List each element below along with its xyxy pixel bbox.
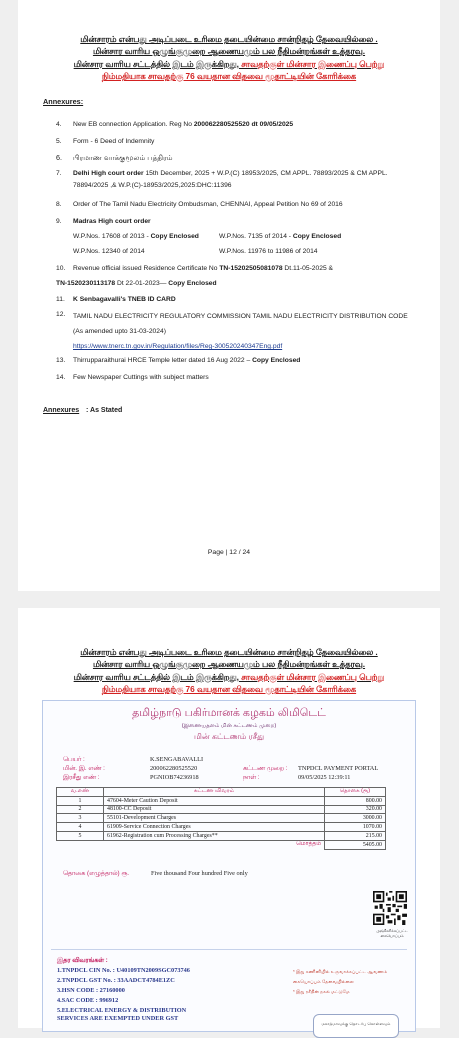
document-page-13 xyxy=(18,608,440,1028)
name-value: K.SENGABAVALLI xyxy=(150,756,204,763)
fee-row xyxy=(57,814,386,823)
table-header-row xyxy=(57,788,386,797)
total-value: 5405.00 xyxy=(325,840,386,849)
fee-amount: 3000.00 xyxy=(325,814,386,823)
note-1: * இது கணினியில் உருவாக்கப்பட்ட ஆவணம் xyxy=(293,969,388,974)
signature-label: அங்கீகரிக்கப்பட்ட கையொப்பம் xyxy=(376,929,408,938)
fee-desc: 61962-Registration cum Processing Charges** xyxy=(104,831,325,840)
receipt-subtitle: (இணையதளம் மின் கட்டணம் முறை) xyxy=(181,723,277,729)
page-header xyxy=(18,33,440,82)
annexures-footer-value: : As Stated xyxy=(86,407,123,414)
name-label: பெயர் : xyxy=(63,756,85,763)
fee-amount: 800.00 xyxy=(325,796,386,805)
annexure-item-continued: TN-1520230113178 Dt 22-01-2023— Copy Enclosed xyxy=(56,280,217,287)
contact-box-text: மகாத்மாவுக்கு தொடர்பு கொள்ளவும் xyxy=(321,1021,391,1026)
fee-sno: 2 xyxy=(57,805,104,814)
fee-row xyxy=(57,823,386,832)
fee-desc: 61909-Service Connection Charges xyxy=(104,823,325,832)
receipt-no-value: PGNIOB74236918 xyxy=(150,774,199,781)
fees-table xyxy=(56,787,386,850)
header-line-3: மின்சார வாரிய சட்டத்தில் இடம் இருக்கிறது, சாவதற்குள் மின்சார இணைப்பு பெற்று xyxy=(73,58,385,69)
header-line-1: மின்சாரம் என்பது அடிப்படை உரிமை தடையின்மை சான்றிதழ் தேவையில்லை . xyxy=(80,647,378,657)
fee-sno: 4 xyxy=(57,823,104,832)
exempt-line-1: 5.ELECTRICAL ENERGY & DISTRIBUTION xyxy=(57,1007,187,1014)
tnerc-regulation-link[interactable]: https://www.tnerc.tn.gov.in/Regulation/files/Reg-300520240347Eng.pdf xyxy=(73,343,283,350)
fee-amount: 1070.00 xyxy=(325,823,386,832)
fee-amount: 215.00 xyxy=(325,831,386,840)
col-header-sno: வ.எண் xyxy=(57,788,104,797)
total-label: மொத்தம் xyxy=(296,841,321,848)
header-line-4: நிம்மதியாக சாவதற்கு 76 வயதான விதவை மூதாட்டியின் கோரிக்கை xyxy=(101,70,357,81)
note-2: கையொப்பம் தேவையில்லை xyxy=(293,979,354,984)
header-line-2: மின்சார வாரிய ஒழுங்குமுறை ஆணையமும் பல நீதிமன்றங்கள் உத்தரவு. xyxy=(92,46,366,57)
sac-line: 4.SAC CODE : 996912 xyxy=(57,997,119,1004)
receipt-no-label: இரசீது எண் : xyxy=(63,774,100,781)
fee-desc: 55101-Development Charges xyxy=(104,814,325,823)
cin-line: 1.TNPDCL CIN No. : U40109TN2009SGC073746 xyxy=(57,967,190,974)
date-label: நாள் : xyxy=(243,774,260,781)
total-row xyxy=(57,840,386,849)
page-number: Page | 12 / 24 xyxy=(207,549,251,556)
amount-words-value: Five thousand Four hundred Five only xyxy=(151,870,248,877)
header-line-1: மின்சாரம் என்பது அடிப்படை உரிமை தடையின்மை சான்றிதழ் தேவையில்லை . xyxy=(80,34,378,44)
date-value: 09/05/2025 12:39:11 xyxy=(298,774,351,781)
fee-row xyxy=(57,796,386,805)
fee-amount: 320.00 xyxy=(325,805,386,814)
col-header-amount: தொகை (ரூ) xyxy=(325,788,386,797)
header-line-4: நிம்மதியாக சாவதற்கு 76 வயதான விதவை மூதாட்டியின் கோரிக்கை xyxy=(101,683,357,694)
mode-label: கட்டண முறை : xyxy=(243,765,288,772)
payment-receipt xyxy=(42,700,416,1032)
page-header xyxy=(18,646,440,695)
col-header-desc: கட்டண விவரம் xyxy=(104,788,325,797)
fee-sno: 1 xyxy=(57,796,104,805)
header-line-2: மின்சார வாரிய ஒழுங்குமுறை ஆணையமும் பல நீதிமன்றங்கள் உத்தரவு. xyxy=(92,659,366,670)
receipt-title: தமிழ்நாடு பகிர்மானக் கழகம் லிமிடெட் xyxy=(132,707,326,719)
note-3: * இது ரசீதின் நகல் மட்டுமே xyxy=(293,989,350,994)
mode-value: TNPDCL PAYMENT PORTAL xyxy=(298,765,379,772)
fee-desc: 48100-CC Deposit xyxy=(104,805,325,814)
amount-words-label: தொகை (எழுத்தால்) ரூ. xyxy=(63,870,129,877)
gst-line: 2.TNPDCL GST No. : 33AADCT4784E1ZC xyxy=(57,977,175,984)
contact-box xyxy=(313,1014,399,1038)
exempt-line-2: SERVICES ARE EXEMPTED UNDER GST xyxy=(57,1015,179,1022)
fee-desc: 47604-Meter Caution Deposit xyxy=(104,796,325,805)
document-page-12: மின்சாரம் என்பது அடிப்படை உரிமை தடையின்மை சான்றிதழ் தேவையில்லை . மின்சார வாரிய ஒழுங்குமுறை ஆணையமும் பல நீதிமன்றங்கள் உத்தரவு. மின்சார வாரிய சட்டத்தில் இடம் இருக்கிறது, சாவதற்குள் மின்சார இணைப்பு பெற்று நிம்மதியாக சாவதற்கு 76 வயதான விதவை மூதாட்டியின் கோரிக்கை Annexures: 4. New EB connection Application. Reg No 200062280525520 dt 09/05/2025 5. Form - 6 Deed of Indemnity 6. பிரமாண வாக்குமூலம் பத்திரம் 7. Delhi High court order 15th December, 2025 + W.P.(C) 18953/2025, CM APPL. 78893/2025 & CM APPL. 78894/2025 ,& W.P.(C)-18953/2025,2025:DHC:11396 8. Order of The Tamil Nadu Electricity Ombudsman, CHENNAI, Appeal Petition No 69 of 2016 9. Madras High court order W.P.Nos. 17608 of 2013 - Copy Enclosed W.P.Nos. 7135 of 2014 - Copy Enclosed W.P.Nos. 12340 of 2014 W.P.Nos. 11976 to 11986 of 2014 10. Revenue official issued Residence Certificate No TN-15202505081078 Dt.11-05-2025 & TN-1520230113178 Dt 22-01-2023— Copy Enclosed 11. K Senbagavalli's TNEB ID CARD 12. TAMIL NADU ELECTRICITY REGULATORY COMMISSION TAMIL NADU ELECTRICITY DISTRIBUTION CODE (As amended upto 31-03-2024) https://www.tnerc.tn.gov.in/Regulation/files/Reg-300520240347Eng.pdf 13. Thirrupparaithurai HRCE Temple letter dated 16 Aug 2022 – Copy Enclosed 14. Few Newspaper Cuttings with subject matters Annexures : As Stated Page | 12 / 24 xyxy=(18,0,440,591)
reg-label: மின். இ. எண் : xyxy=(63,765,105,772)
fee-sno: 3 xyxy=(57,814,104,823)
annexures-heading: Annexures: xyxy=(43,97,84,106)
other-details-label: இதர விவரங்கள் : xyxy=(57,957,108,964)
reg-value: 200062280525520 xyxy=(150,765,198,772)
receipt-subtitle-2: மின் கட்டணம் ரசீது xyxy=(193,732,265,741)
fee-row xyxy=(57,831,386,840)
divider xyxy=(51,949,407,950)
qr-code-icon xyxy=(373,891,407,925)
hsn-line: 3.HSN CODE : 27160000 xyxy=(57,987,125,994)
annexures-footer: Annexures xyxy=(43,407,80,414)
fee-row xyxy=(57,805,386,814)
fee-sno: 5 xyxy=(57,831,104,840)
header-line-3: மின்சார வாரிய சட்டத்தில் இடம் இருக்கிறது, சாவதற்குள் மின்சார இணைப்பு பெற்று xyxy=(73,671,385,682)
